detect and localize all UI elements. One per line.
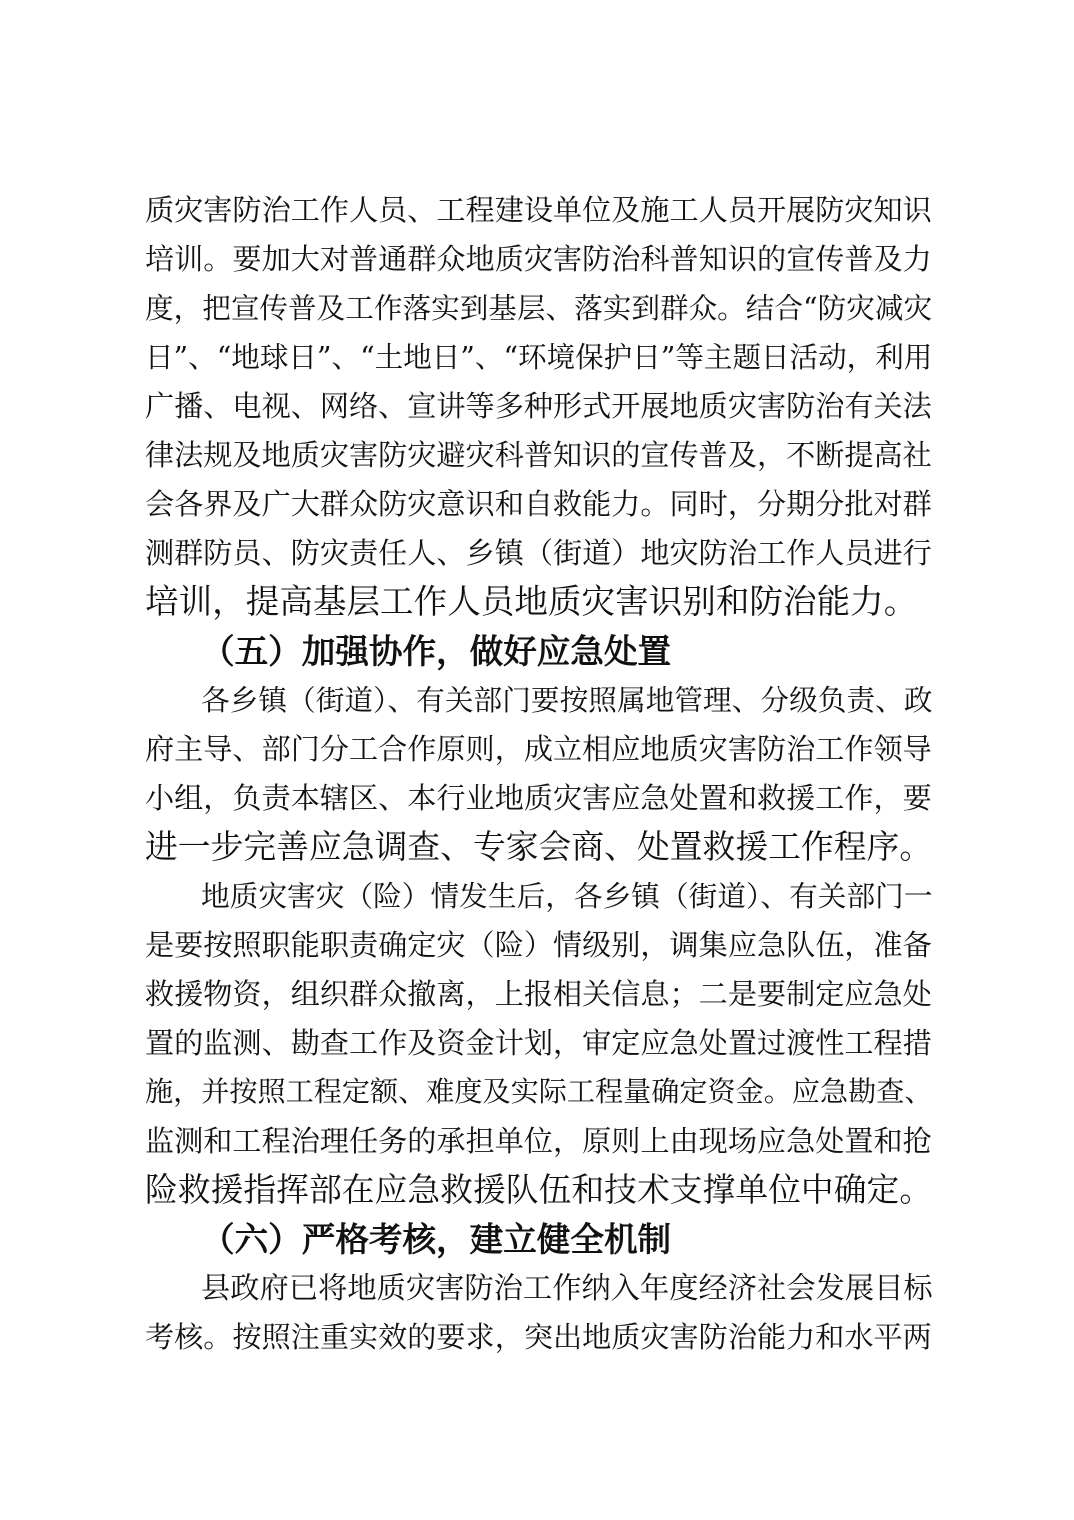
body-line: 小组，负责本辖区、本行业地质灾害应急处置和救援工作，要	[145, 781, 932, 815]
body-line: 培训，提高基层工作人员地质灾害识别和防治能力。	[145, 582, 918, 621]
body-line: 险救援指挥部在应急救援队伍和技术支撑单位中确定。	[145, 1171, 933, 1209]
body-line: 施，并按照工程定额、难度及实际工程量确定资金。应急勘查、	[145, 1075, 933, 1108]
section-heading-5: （五）加强协作，做好应急处置	[201, 631, 672, 671]
body-line: 地质灾害灾（险）情发生后，各乡镇（街道）、有关部门一	[201, 879, 933, 913]
body-line: 日”、“地球日”、“土地日”、“环境保护日”等主题日活动，利用	[145, 340, 933, 374]
body-line: 监测和工程治理任务的承担单位，原则上由现场应急处置和抢	[145, 1124, 932, 1158]
body-line: 救援物资，组织群众撤离，上报相关信息；二是要制定应急处	[145, 977, 932, 1011]
body-line: 广播、电视、网络、宣讲等多种形式开展地质灾害防治有关法	[145, 389, 932, 423]
section-heading-6: （六）严格考核，建立健全机制	[201, 1219, 672, 1259]
body-line: 测群防员、防灾责任人、乡镇（街道）地灾防治工作人员进行	[145, 536, 932, 570]
body-line: 置的监测、勘查工作及资金计划，审定应急处置过渡性工程措	[145, 1026, 932, 1060]
body-line: 府主导、部门分工合作原则，成立相应地质灾害防治工作领导	[145, 732, 932, 766]
body-line: 县政府已将地质灾害防治工作纳入年度经济社会发展目标	[201, 1271, 933, 1305]
body-line: 是要按照职能职责确定灾（险）情级别，调集应急队伍，准备	[145, 928, 932, 962]
body-line: 培训。要加大对普通群众地质灾害防治科普知识的宣传普及力	[145, 242, 932, 276]
body-line: 各乡镇（街道）、有关部门要按照属地管理、分级负责、政	[201, 683, 933, 717]
body-line: 会各界及广大群众防灾意识和自救能力。同时，分期分批对群	[145, 487, 932, 521]
body-line: 度，把宣传普及工作落实到基层、落实到群众。结合“防灾减灾	[145, 291, 933, 325]
body-line: 进一步完善应急调查、专家会商、处置救援工作程序。	[145, 828, 933, 866]
body-line: 律法规及地质灾害防灾避灾科普知识的宣传普及，不断提高社	[145, 438, 932, 472]
body-line: 考核。按照注重实效的要求，突出地质灾害防治能力和水平两	[145, 1320, 932, 1354]
body-line: 质灾害防治工作人员、工程建设单位及施工人员开展防灾知识	[145, 193, 932, 227]
